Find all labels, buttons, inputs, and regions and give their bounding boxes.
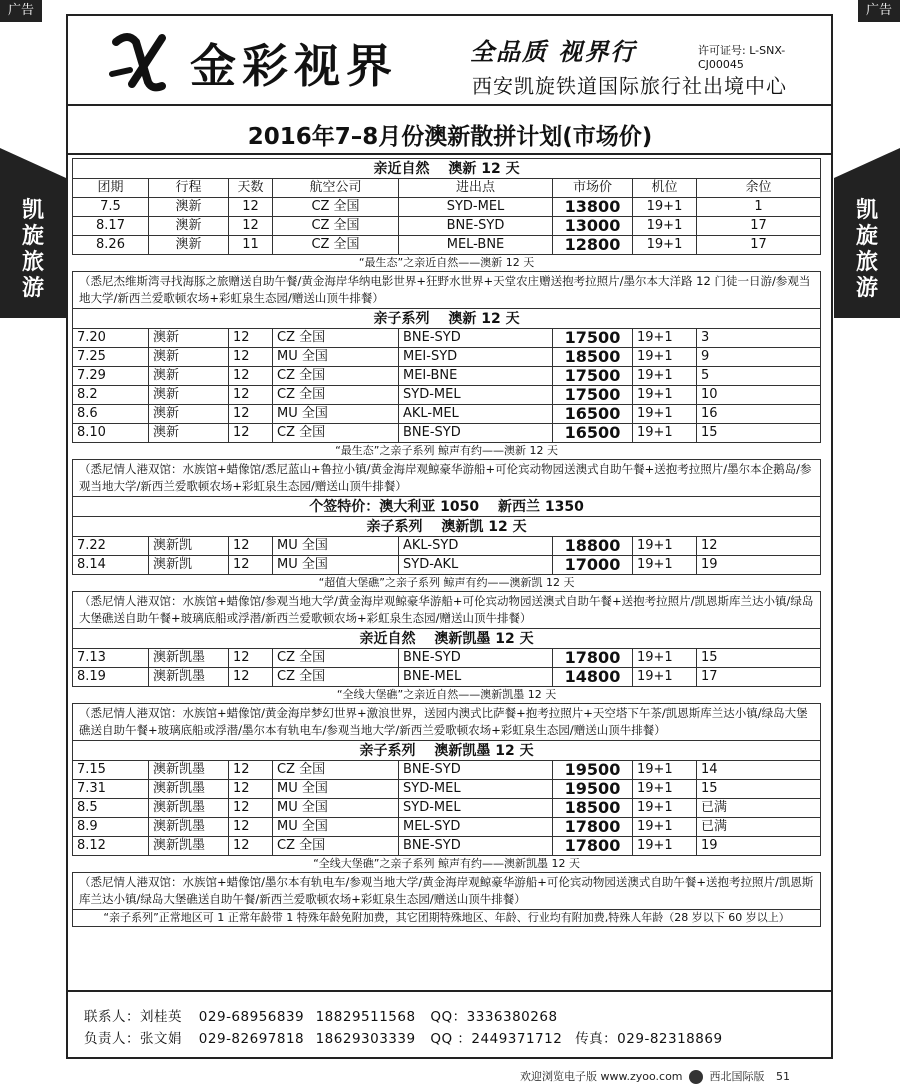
logo-text: 金彩视界 xyxy=(190,39,398,93)
tour-row xyxy=(73,780,821,799)
license-number: 许可证号: L-SNX-CJ00045 xyxy=(698,44,786,71)
cell-remaining: 19 xyxy=(697,837,821,856)
cell-remaining: 5 xyxy=(697,367,821,386)
cell-route: 澳新凯 xyxy=(149,556,229,575)
cell-date: 7.31 xyxy=(73,780,149,799)
cell-route: 澳新凯墨 xyxy=(149,799,229,818)
cell-gateway: SYD-MEL xyxy=(399,386,553,405)
cell-airline: CZ 全国 xyxy=(273,217,399,236)
cell-date: 8.12 xyxy=(73,837,149,856)
cell-gateway: SYD-MEL xyxy=(399,799,553,818)
cell-remaining: 17 xyxy=(697,236,821,255)
cell-gateway: SYD-MEL xyxy=(399,198,553,217)
contact-mobile: 18829511568 xyxy=(315,1009,416,1025)
section-description xyxy=(73,272,821,309)
cell-airline: CZ 全国 xyxy=(273,761,399,780)
cell-days: 12 xyxy=(229,818,273,837)
cell-airline: CZ 全国 xyxy=(273,198,399,217)
cell-gateway: BNE-SYD xyxy=(399,329,553,348)
subtitle-text: “最生态”之亲子系列 鲸声有约——澳新 12 天 xyxy=(73,443,821,460)
header-gateway: 进出点 xyxy=(399,179,553,198)
fax-number: 传真：029-82318869 xyxy=(575,1031,723,1047)
cell-days: 12 xyxy=(229,556,273,575)
cell-seats: 19+1 xyxy=(633,799,697,818)
visa-special xyxy=(73,497,821,517)
section-subtitle xyxy=(73,255,821,272)
header-seats: 机位 xyxy=(633,179,697,198)
tour-row xyxy=(73,799,821,818)
manager-person: 负责人：张文娟 xyxy=(84,1031,182,1047)
cell-seats: 19+1 xyxy=(633,761,697,780)
cell-date: 8.10 xyxy=(73,424,149,443)
cell-price: 13000 xyxy=(553,217,633,236)
cell-days: 12 xyxy=(229,537,273,556)
cell-seats: 19+1 xyxy=(633,386,697,405)
cell-date: 8.14 xyxy=(73,556,149,575)
footer-logo-icon xyxy=(689,1070,703,1084)
tour-row xyxy=(73,837,821,856)
agency-name: 西安凯旋铁道国际旅行社出境中心 xyxy=(472,74,787,98)
cell-airline: CZ 全国 xyxy=(273,837,399,856)
cell-gateway: BNE-MEL xyxy=(399,668,553,687)
title-divider xyxy=(68,153,831,155)
cell-remaining: 19 xyxy=(697,556,821,575)
cell-days: 12 xyxy=(229,217,273,236)
contact-phone: 029-68956839 xyxy=(198,1009,305,1025)
tour-row xyxy=(73,367,821,386)
cell-gateway: SYD-AKL xyxy=(399,556,553,575)
cell-remaining: 9 xyxy=(697,348,821,367)
cell-date: 7.25 xyxy=(73,348,149,367)
tour-row xyxy=(73,348,821,367)
cell-seats: 19+1 xyxy=(633,556,697,575)
cell-days: 12 xyxy=(229,348,273,367)
cell-date: 7.20 xyxy=(73,329,149,348)
cell-days: 12 xyxy=(229,405,273,424)
cell-days: 11 xyxy=(229,236,273,255)
cell-date: 8.2 xyxy=(73,386,149,405)
cell-seats: 19+1 xyxy=(633,367,697,386)
cell-airline: CZ 全国 xyxy=(273,329,399,348)
cell-remaining: 17 xyxy=(697,668,821,687)
contact-divider xyxy=(68,990,831,992)
footer-brand: 西北国际版 xyxy=(709,1070,765,1083)
cell-days: 12 xyxy=(229,780,273,799)
cell-seats: 19+1 xyxy=(633,329,697,348)
section-subtitle xyxy=(73,443,821,460)
policy-note-text: “亲子系列”正常地区可 1 正常年龄带 1 特殊年龄免附加费，其它团期特殊地区、年龄、行业均有附加费,特殊人年龄（28 岁以下 60 岁以上） xyxy=(73,910,821,927)
manager-mobile: 18629303339 xyxy=(315,1031,416,1047)
section-heading-text: 亲子系列 澳新凯墨 12 天 xyxy=(73,741,821,761)
cell-price: 19500 xyxy=(553,780,633,799)
cell-price: 17800 xyxy=(553,649,633,668)
cell-price: 18500 xyxy=(553,799,633,818)
sidebar-left-text: 凯 旋 旅 游 xyxy=(21,198,44,301)
header-date: 团期 xyxy=(73,179,149,198)
cell-seats: 19+1 xyxy=(633,649,697,668)
cell-remaining: 3 xyxy=(697,329,821,348)
tour-row xyxy=(73,649,821,668)
section-heading xyxy=(73,159,821,179)
section-subtitle xyxy=(73,575,821,592)
cell-gateway: AKL-MEL xyxy=(399,405,553,424)
cell-gateway: BNE-SYD xyxy=(399,837,553,856)
cell-route: 澳新 xyxy=(149,329,229,348)
cell-date: 8.26 xyxy=(73,236,149,255)
cell-remaining: 16 xyxy=(697,405,821,424)
cell-price: 12800 xyxy=(553,236,633,255)
cell-gateway: BNE-SYD xyxy=(399,761,553,780)
cell-gateway: MEL-SYD xyxy=(399,818,553,837)
manager-qq: QQ ：2449371712 xyxy=(430,1031,563,1047)
section-description xyxy=(73,873,821,910)
cell-airline: CZ 全国 xyxy=(273,236,399,255)
cell-route: 澳新 xyxy=(149,198,229,217)
cell-days: 12 xyxy=(229,799,273,818)
slogan: 全品质 视界行 xyxy=(470,37,637,66)
subtitle-text: “最生态”之亲近自然——澳新 12 天 xyxy=(73,255,821,272)
cell-days: 12 xyxy=(229,424,273,443)
contact-qq: QQ：3336380268 xyxy=(430,1009,558,1025)
cell-price: 13800 xyxy=(553,198,633,217)
tour-row xyxy=(73,537,821,556)
footer xyxy=(520,1068,790,1084)
cell-price: 18800 xyxy=(553,537,633,556)
page-title: 2016年7–8月份澳新散拼计划(市场价) xyxy=(247,124,653,150)
cell-seats: 19+1 xyxy=(633,348,697,367)
cell-remaining: 17 xyxy=(697,217,821,236)
cell-date: 8.9 xyxy=(73,818,149,837)
cell-gateway: MEL-BNE xyxy=(399,236,553,255)
cell-date: 7.15 xyxy=(73,761,149,780)
cell-price: 17800 xyxy=(553,818,633,837)
cell-seats: 19+1 xyxy=(633,217,697,236)
section-description xyxy=(73,592,821,629)
cell-seats: 19+1 xyxy=(633,837,697,856)
header-days: 天数 xyxy=(229,179,273,198)
sidebar-right xyxy=(834,148,900,318)
cell-airline: MU 全国 xyxy=(273,799,399,818)
tour-row xyxy=(73,668,821,687)
manager-phone: 029-82697818 xyxy=(198,1031,305,1047)
header-airline: 航空公司 xyxy=(273,179,399,198)
cell-airline: MU 全国 xyxy=(273,556,399,575)
cell-seats: 19+1 xyxy=(633,236,697,255)
cell-days: 12 xyxy=(229,198,273,217)
cell-price: 16500 xyxy=(553,424,633,443)
cell-route: 澳新 xyxy=(149,405,229,424)
cell-price: 17000 xyxy=(553,556,633,575)
cell-airline: CZ 全国 xyxy=(273,649,399,668)
section-heading-text: 亲子系列 澳新 12 天 xyxy=(73,309,821,329)
cell-date: 8.17 xyxy=(73,217,149,236)
cell-price: 17500 xyxy=(553,367,633,386)
header-remaining: 余位 xyxy=(697,179,821,198)
cell-gateway: AKL-SYD xyxy=(399,537,553,556)
tour-row xyxy=(73,329,821,348)
cell-price: 16500 xyxy=(553,405,633,424)
cell-route: 澳新凯墨 xyxy=(149,837,229,856)
cell-airline: MU 全国 xyxy=(273,780,399,799)
description-text: （悉尼情人港双馆：水族馆+蜡像馆/参观当地大学/黄金海岸观鲸豪华游船+可伦宾动物园送澳式自助午餐+送抱考拉照片/凯恩斯库兰达小镇/绿岛大堡礁送自助午餐+玻璃底船或浮潜/新西兰爱歌顿农场+彩虹泉生态园/赠送山顶牛排餐） xyxy=(73,592,821,629)
subtitle-text: “超值大堡礁”之亲子系列 鲸声有约——澳新凯 12 天 xyxy=(73,575,821,592)
contact-row-2 xyxy=(84,1027,723,1047)
cell-remaining: 15 xyxy=(697,780,821,799)
cell-gateway: BNE-SYD xyxy=(399,649,553,668)
cell-seats: 19+1 xyxy=(633,198,697,217)
tour-row xyxy=(73,424,821,443)
cell-remaining: 12 xyxy=(697,537,821,556)
tour-row xyxy=(73,556,821,575)
sidebar-left xyxy=(0,148,66,318)
cell-route: 澳新 xyxy=(149,348,229,367)
cell-date: 7.13 xyxy=(73,649,149,668)
cell-airline: MU 全国 xyxy=(273,818,399,837)
cell-route: 澳新 xyxy=(149,424,229,443)
cell-date: 7.29 xyxy=(73,367,149,386)
section-heading-text: 亲子系列 澳新凯 12 天 xyxy=(73,517,821,537)
subtitle-text: “全线大堡礁”之亲子系列 鲸声有约——澳新凯墨 12 天 xyxy=(73,856,821,873)
section-subtitle xyxy=(73,687,821,704)
section-heading xyxy=(73,629,821,649)
cell-date: 8.19 xyxy=(73,668,149,687)
sidebar-right-text: 凯 旋 旅 游 xyxy=(855,198,878,301)
cell-remaining: 14 xyxy=(697,761,821,780)
section-heading xyxy=(73,741,821,761)
section-heading xyxy=(73,309,821,329)
cell-airline: CZ 全国 xyxy=(273,668,399,687)
cell-days: 12 xyxy=(229,761,273,780)
tour-row xyxy=(73,761,821,780)
description-text: （悉尼情人港双馆：水族馆+蜡像馆/悉尼蓝山+鲁拉小镇/黄金海岸观鲸豪华游船+可伦宾动物园送澳式自助午餐+送抱考拉照片/墨尔本企鹅岛/参观当地大学/新西兰爱歌顿农场+彩虹泉生态园/赠送山顶牛排餐） xyxy=(73,460,821,497)
cell-gateway: MEI-SYD xyxy=(399,348,553,367)
page-number: 51 xyxy=(776,1070,791,1083)
section-description xyxy=(73,460,821,497)
description-text: （悉尼杰维斯湾寻找海豚之旅赠送自助午餐/黄金海岸华纳电影世界+狂野水世界+天堂农庄赠送抱考拉照片/墨尔本大洋路 12 门徒一日游/参观当地大学/新西兰爱歌顿农场+彩虹泉生态园/赠送山顶牛排餐） xyxy=(73,272,821,309)
cell-remaining: 10 xyxy=(697,386,821,405)
cell-remaining: 1 xyxy=(697,198,821,217)
cell-seats: 19+1 xyxy=(633,537,697,556)
tour-row xyxy=(73,386,821,405)
cell-days: 12 xyxy=(229,837,273,856)
cell-price: 19500 xyxy=(553,761,633,780)
policy-note xyxy=(73,910,821,927)
contact-person: 联系人：刘桂英 xyxy=(84,1009,182,1025)
cell-date: 7.22 xyxy=(73,537,149,556)
cell-route: 澳新 xyxy=(149,367,229,386)
ad-label-right: 广告 xyxy=(858,0,900,22)
header-route: 行程 xyxy=(149,179,229,198)
itinerary-table xyxy=(72,158,821,927)
section-heading-text: 亲近自然 澳新凯墨 12 天 xyxy=(73,629,821,649)
cell-gateway: BNE-SYD xyxy=(399,217,553,236)
section-heading xyxy=(73,517,821,537)
tour-row xyxy=(73,217,821,236)
cell-price: 14800 xyxy=(553,668,633,687)
section-heading-text: 亲近自然 澳新 12 天 xyxy=(73,159,821,179)
cell-route: 澳新凯墨 xyxy=(149,668,229,687)
cell-airline: MU 全国 xyxy=(273,348,399,367)
contact-row-1 xyxy=(84,1005,600,1025)
cell-remaining: 已满 xyxy=(697,818,821,837)
cell-airline: CZ 全国 xyxy=(273,424,399,443)
cell-days: 12 xyxy=(229,329,273,348)
cell-days: 12 xyxy=(229,668,273,687)
cell-seats: 19+1 xyxy=(633,780,697,799)
header-price: 市场价 xyxy=(553,179,633,198)
cell-route: 澳新凯墨 xyxy=(149,780,229,799)
cell-airline: CZ 全国 xyxy=(273,386,399,405)
tour-row xyxy=(73,198,821,217)
visa-special-text: 个签特价：澳大利亚 1050 新西兰 1350 xyxy=(73,497,821,517)
cell-airline: MU 全国 xyxy=(273,537,399,556)
cell-seats: 19+1 xyxy=(633,818,697,837)
cell-route: 澳新凯墨 xyxy=(149,649,229,668)
cell-route: 澳新凯墨 xyxy=(149,761,229,780)
cell-route: 澳新凯墨 xyxy=(149,818,229,837)
cell-price: 17800 xyxy=(553,837,633,856)
header xyxy=(68,16,831,106)
subtitle-text: “全线大堡礁”之亲近自然——澳新凯墨 12 天 xyxy=(73,687,821,704)
cell-remaining: 已满 xyxy=(697,799,821,818)
cell-date: 8.5 xyxy=(73,799,149,818)
cell-seats: 19+1 xyxy=(633,668,697,687)
cell-price: 17500 xyxy=(553,329,633,348)
logo-icon xyxy=(106,24,178,96)
cell-price: 17500 xyxy=(553,386,633,405)
footer-text[interactable]: 欢迎浏览电子版 www.zyoo.com xyxy=(520,1070,683,1083)
cell-airline: MU 全国 xyxy=(273,405,399,424)
cell-days: 12 xyxy=(229,386,273,405)
cell-seats: 19+1 xyxy=(633,405,697,424)
cell-date: 7.5 xyxy=(73,198,149,217)
cell-route: 澳新 xyxy=(149,386,229,405)
cell-route: 澳新凯 xyxy=(149,537,229,556)
cell-days: 12 xyxy=(229,367,273,386)
cell-remaining: 15 xyxy=(697,649,821,668)
description-text: （悉尼情人港双馆：水族馆+蜡像馆/黄金海岸梦幻世界+激浪世界，送园内澳式比萨餐+抱考拉照片+天空塔下午茶/凯恩斯库兰达小镇/绿岛大堡礁送自助午餐+玻璃底船或浮潜/墨尔本有轨电车/参观当地大学/新西兰爱歌顿农场+彩虹泉生态园/赠送山顶牛排餐） xyxy=(73,704,821,741)
description-text: （悉尼情人港双馆：水族馆+蜡像馆/墨尔本有轨电车/参观当地大学/黄金海岸观鲸豪华游船+可伦宾动物园送澳式自助午餐+送抱考拉照片/凯恩斯库兰达小镇/绿岛大堡礁送自助午餐/新西兰爱歌顿农场+彩虹泉生态园/赠送山顶牛排餐） xyxy=(73,873,821,910)
ad-label-left: 广告 xyxy=(0,0,42,22)
cell-seats: 19+1 xyxy=(633,424,697,443)
cell-days: 12 xyxy=(229,649,273,668)
cell-gateway: MEI-BNE xyxy=(399,367,553,386)
tour-row xyxy=(73,236,821,255)
cell-airline: CZ 全国 xyxy=(273,367,399,386)
cell-price: 18500 xyxy=(553,348,633,367)
cell-remaining: 15 xyxy=(697,424,821,443)
cell-gateway: BNE-SYD xyxy=(399,424,553,443)
cell-route: 澳新 xyxy=(149,236,229,255)
cell-gateway: SYD-MEL xyxy=(399,780,553,799)
section-description xyxy=(73,704,821,741)
tour-row xyxy=(73,405,821,424)
section-subtitle xyxy=(73,856,821,873)
cell-route: 澳新 xyxy=(149,217,229,236)
column-headers xyxy=(73,179,821,198)
tour-row xyxy=(73,818,821,837)
cell-date: 8.6 xyxy=(73,405,149,424)
